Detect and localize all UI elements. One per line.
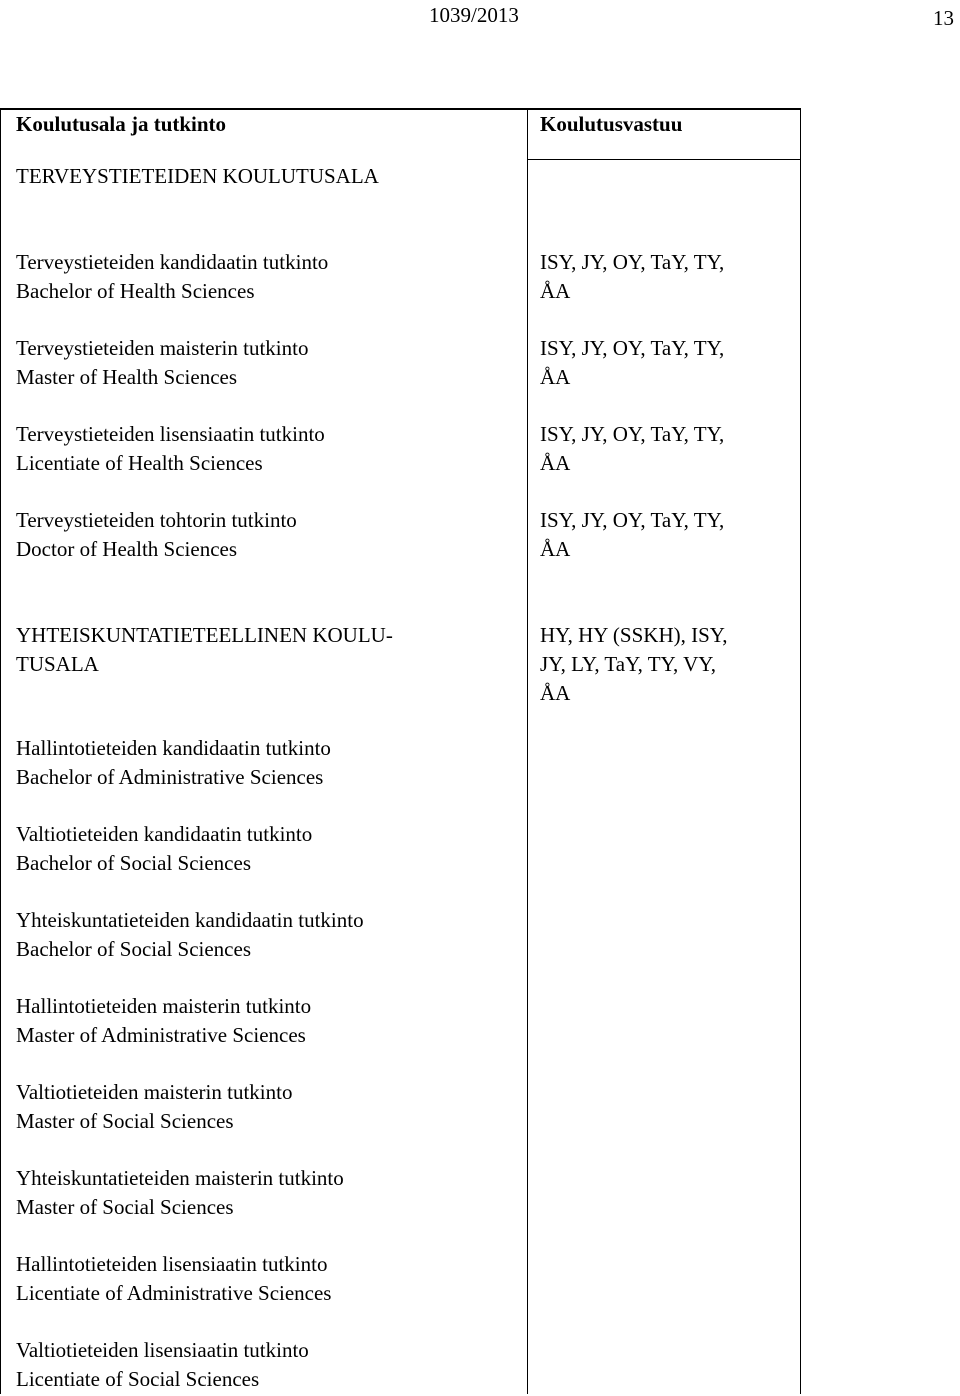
degree-entry (16, 420, 521, 478)
degree-name-fi: Valtiotieteiden lisensiaatin tutkinto (16, 1338, 309, 1362)
degree-entry (16, 1164, 521, 1222)
degree-responsibility (540, 420, 795, 478)
responsibility-line: ISY, JY, OY, TaY, TY, (540, 336, 725, 360)
responsibility-line: ÅA (540, 537, 571, 561)
degree-name-fi: Hallintotieteiden maisterin tutkinto (16, 994, 312, 1018)
responsibility-line: HY, HY (SSKH), ISY, (540, 623, 728, 647)
section-title-health: TERVEYSTIETEIDEN KOULUTUSALA (16, 164, 379, 188)
degree-name-fi: Yhteiskuntatieteiden kandidaatin tutkinto (16, 908, 364, 932)
table-border-left (0, 108, 1, 1394)
column-header-degree: Koulutusala ja tutkinto (16, 112, 227, 136)
responsibility-line: ÅA (540, 279, 571, 303)
degree-name-fi: Terveystieteiden tohtorin tutkinto (16, 508, 297, 532)
header-divider (527, 159, 801, 160)
degree-name-en: Bachelor of Administrative Sciences (16, 765, 324, 789)
degree-name-fi: Valtiotieteiden maisterin tutkinto (16, 1080, 293, 1104)
degree-entry (16, 820, 521, 878)
responsibility-line: ÅA (540, 451, 571, 475)
degree-name-en: Master of Social Sciences (16, 1195, 234, 1219)
responsibility-line: ÅA (540, 681, 571, 705)
degree-responsibility (540, 506, 795, 564)
section-responsibility (540, 621, 795, 708)
table-border-right (800, 108, 801, 1394)
responsibility-line: JY, LY, TaY, TY, VY, (540, 652, 716, 676)
degree-name-en: Bachelor of Social Sciences (16, 937, 251, 961)
section-title-social (16, 621, 521, 679)
degree-responsibility (540, 248, 795, 306)
degree-entry (16, 1250, 521, 1308)
degree-entry (16, 906, 521, 964)
degree-entry (16, 1336, 521, 1394)
degree-name-en: Licentiate of Administrative Sciences (16, 1281, 332, 1305)
degree-name-en: Doctor of Health Sciences (16, 537, 238, 561)
responsibility-line: ÅA (540, 365, 571, 389)
degree-name-en: Master of Health Sciences (16, 365, 238, 389)
degree-name-en: Licentiate of Social Sciences (16, 1367, 260, 1391)
degree-name-fi: Hallintotieteiden kandidaatin tutkinto (16, 736, 331, 760)
table-column-divider (527, 108, 528, 1394)
degree-name-en: Master of Administrative Sciences (16, 1023, 306, 1047)
degree-entry (16, 992, 521, 1050)
page-number: 13 (933, 6, 954, 30)
degree-name-fi: Yhteiskuntatieteiden maisterin tutkinto (16, 1166, 344, 1190)
degree-entry (16, 248, 521, 306)
degree-name-fi: Terveystieteiden kandidaatin tutkinto (16, 250, 329, 274)
section-title-line: YHTEISKUNTATIETEELLINEN KOULU- (16, 623, 393, 647)
document-number: 1039/2013 (429, 3, 519, 27)
responsibility-line: ISY, JY, OY, TaY, TY, (540, 508, 725, 532)
degree-name-en: Bachelor of Health Sciences (16, 279, 255, 303)
degree-name-fi: Valtiotieteiden kandidaatin tutkinto (16, 822, 313, 846)
degree-entry (16, 334, 521, 392)
degree-name-en: Licentiate of Health Sciences (16, 451, 263, 475)
degree-name-fi: Hallintotieteiden lisensiaatin tutkinto (16, 1252, 328, 1276)
degree-entry (16, 734, 521, 792)
degree-responsibility (540, 334, 795, 392)
responsibility-line: ISY, JY, OY, TaY, TY, (540, 250, 725, 274)
degree-name-fi: Terveystieteiden maisterin tutkinto (16, 336, 309, 360)
degree-entry (16, 1078, 521, 1136)
degree-name-en: Master of Social Sciences (16, 1109, 234, 1133)
degree-entry (16, 506, 521, 564)
degree-name-fi: Terveystieteiden lisensiaatin tutkinto (16, 422, 325, 446)
column-header-responsibility: Koulutusvastuu (540, 112, 683, 136)
degree-name-en: Bachelor of Social Sciences (16, 851, 251, 875)
responsibility-line: ISY, JY, OY, TaY, TY, (540, 422, 725, 446)
section-title-line: TUSALA (16, 652, 99, 676)
